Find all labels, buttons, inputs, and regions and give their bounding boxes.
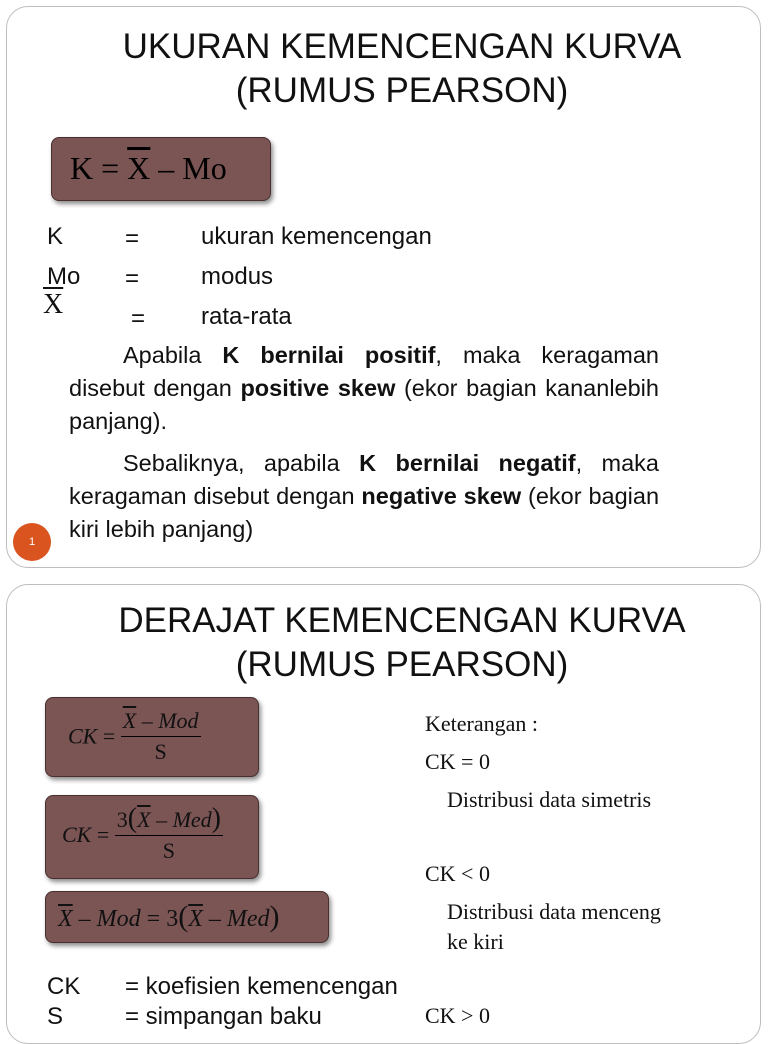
keterangan-ck-negative: CK < 0: [425, 861, 490, 886]
definition-symbol-s: S: [47, 1003, 64, 1030]
definition-meaning: ukuran kemencengan: [201, 223, 432, 250]
formula-k-mo: Mo: [182, 150, 227, 186]
slide-2: [6, 584, 761, 1044]
slide-2-title-line-2: (RUMUS PEARSON): [235, 645, 569, 684]
formula-fraction: $\frac{\overline{X} - Mod}{S}$: [122, 708, 199, 764]
formula-ck-median-box: [45, 795, 259, 879]
formula-k-symbol: K: [70, 150, 94, 186]
keterangan-label: Keterangan :: [425, 711, 538, 736]
formula-equals: =: [102, 723, 116, 749]
paragraph-positive-skew: Apabila K bernilai positif, maka keragaman disebut dengan positive skew (ekor bagian kananlebih panjang).: [69, 342, 659, 434]
keterangan-desc-kiri-1: Distribusi data menceng: [447, 899, 661, 924]
formula-k-equals: =: [101, 150, 120, 186]
definition-meaning-s: = simpangan baku: [125, 1003, 322, 1030]
slide-1-title-line-1: UKURAN KEMENCENGAN KURVA: [122, 27, 682, 66]
keterangan-desc-simetris: Distribusi data simetris: [447, 787, 652, 812]
slide-1-title: [47, 25, 757, 113]
definition-meaning: rata-rata: [201, 303, 292, 330]
definition-row-mo: [47, 263, 80, 291]
formula-fraction: $\frac{3(\overline{X} - Med)}{S}$: [116, 803, 221, 863]
page-number-badge: 1: [13, 523, 51, 561]
formula-ck-mode-box: [45, 697, 259, 777]
formula-ck-symbol: CK: [62, 822, 92, 847]
definition-row-k: [47, 223, 63, 251]
formula-k-minus: –: [158, 150, 175, 186]
keterangan-desc-kiri-2: ke kiri: [447, 929, 504, 954]
definition-equals: =: [125, 265, 140, 292]
definition-meaning-ck: = koefisien kemencengan: [125, 973, 398, 1000]
keterangan-ck-zero: CK = 0: [425, 749, 490, 774]
definition-equals: =: [125, 225, 140, 252]
definition-symbol: Mo: [47, 263, 81, 290]
formula-k-box: [51, 137, 271, 201]
definition-symbol-ck: CK: [47, 973, 81, 1000]
paragraph-negative-skew: Sebaliknya, apabila K bernilai negatif, maka keragaman disebut dengan negative skew (ekor bagian kiri lebih panjang): [69, 450, 660, 542]
slide-1: [6, 6, 761, 568]
definition-equals: =: [131, 305, 146, 332]
slide-2-title: [47, 599, 757, 687]
formula-relation-box: $\overline{X}$ – Mod = $3(\overline{X} - Med)$: [45, 891, 329, 943]
formula-k-xbar: $\overline{X}$: [127, 150, 151, 186]
slide-2-title-line-1: DERAJAT KEMENCENGAN KURVA: [118, 601, 686, 640]
definition-symbol: K: [47, 223, 64, 250]
definition-meaning: modus: [201, 263, 274, 290]
formula-equals: =: [96, 822, 110, 847]
formula-ck-symbol: CK: [68, 723, 98, 749]
slide-1-title-line-2: (RUMUS PEARSON): [235, 71, 569, 110]
definition-symbol-xbar: $\overline{X}$: [43, 289, 64, 320]
definition-row-xbar: [43, 291, 63, 319]
keterangan-ck-positive: CK > 0: [425, 1003, 490, 1028]
